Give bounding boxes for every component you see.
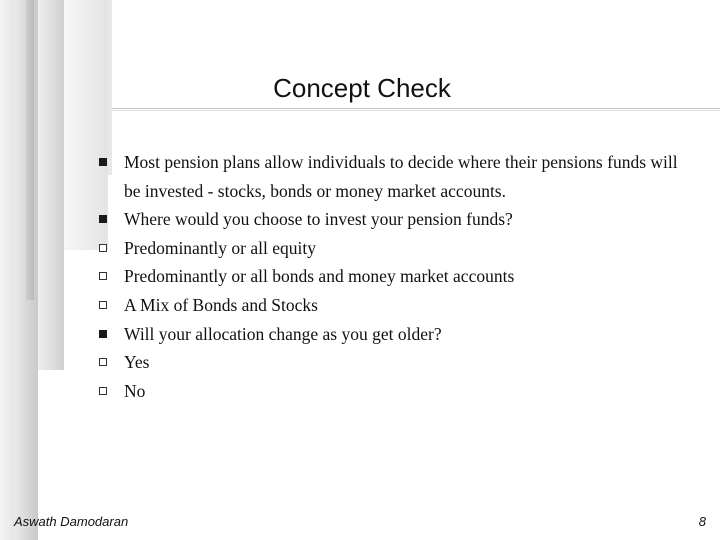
footer-author: Aswath Damodaran (14, 514, 129, 529)
bullet-text: Predominantly or all equity (124, 237, 316, 258)
bullet-item (98, 348, 698, 377)
filled-square-bullet-icon (99, 215, 107, 223)
bullet-text: Yes (124, 352, 150, 373)
title-divider (112, 108, 720, 109)
decorative-bar (38, 0, 64, 370)
bullet-item (98, 377, 698, 406)
decorative-bar (26, 0, 34, 300)
bullet-item (98, 148, 698, 205)
bullet-list (98, 148, 698, 405)
hollow-square-bullet-icon (99, 358, 107, 366)
hollow-square-bullet-icon (99, 272, 107, 280)
bullet-item (98, 234, 698, 263)
hollow-square-bullet-icon (99, 244, 107, 252)
bullet-item (98, 262, 698, 291)
title-divider (112, 110, 720, 111)
bullet-text: Most pension plans allow individuals to decide where their pensions funds will be invested - stocks, bonds or money market accounts. (124, 152, 678, 201)
bullet-text: Where would you choose to invest your pension funds? (124, 209, 513, 230)
slide-title: Concept Check (273, 73, 451, 103)
filled-square-bullet-icon (99, 158, 107, 166)
filled-square-bullet-icon (99, 330, 107, 338)
hollow-square-bullet-icon (99, 387, 107, 395)
page-number: 8 (698, 514, 706, 529)
decorative-bar (0, 0, 14, 540)
bullet-item (98, 205, 698, 234)
bullet-text: Will your allocation change as you get older? (124, 323, 442, 344)
bullet-item (98, 291, 698, 320)
bullet-text: Predominantly or all bonds and money market accounts (124, 266, 515, 287)
bullet-text: No (124, 380, 146, 401)
bullet-item (98, 320, 698, 349)
bullet-text: A Mix of Bonds and Stocks (124, 294, 318, 315)
hollow-square-bullet-icon (99, 301, 107, 309)
